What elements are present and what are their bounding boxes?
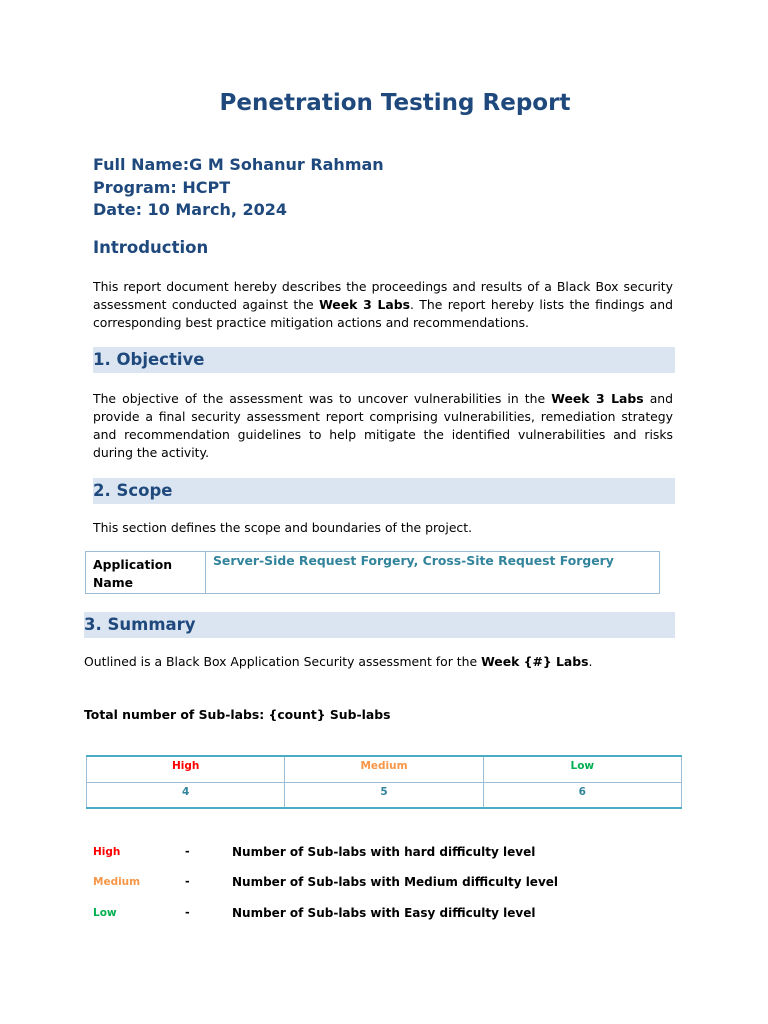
severity-table bbox=[86, 755, 682, 809]
report-title: Penetration Testing Report bbox=[219, 90, 571, 116]
application-name-label: Application Name bbox=[86, 552, 206, 594]
severity-header-row bbox=[87, 756, 682, 782]
objective-heading: 1. Objective bbox=[93, 347, 675, 373]
legend-level: Low bbox=[93, 907, 117, 919]
legend-dash: - bbox=[185, 906, 190, 919]
legend-desc: Number of Sub-labs with hard difficulty level bbox=[232, 845, 536, 859]
legend-dash: - bbox=[185, 845, 190, 858]
legend-dash: - bbox=[185, 875, 190, 888]
full-name: Full Name:G M Sohanur Rahman bbox=[93, 155, 384, 174]
report-meta bbox=[93, 154, 384, 222]
date: Date: 10 March, 2024 bbox=[93, 200, 288, 219]
application-name-value: Server-Side Request Forgery, Cross-Site Request Forgery bbox=[206, 552, 660, 594]
summary-paragraph bbox=[84, 653, 684, 671]
scope-paragraph: This section defines the scope and boundaries of the project. bbox=[93, 520, 473, 535]
total-sublabs: Total number of Sub-labs: {count} Sub-labs bbox=[84, 707, 391, 722]
summary-heading: 3. Summary bbox=[84, 612, 675, 638]
objective-text-1: The objective of the assessment was to uncover vulnerabilities in the bbox=[93, 391, 552, 406]
intro-text-2: . The report hereby lists the findings and corresponding best practice mitigation actions and recommendations. bbox=[93, 297, 673, 330]
scope-heading: 2. Scope bbox=[93, 478, 675, 504]
summary-text-2: . bbox=[588, 654, 593, 669]
summary-text-1: Outlined is a Black Box Application Security assessment for the bbox=[84, 654, 482, 669]
intro-bold-labs: Week 3 Labs bbox=[319, 297, 410, 312]
scope-table-row bbox=[86, 552, 660, 594]
severity-high-header: High bbox=[87, 756, 285, 782]
legend-level: High bbox=[93, 846, 121, 858]
severity-low-count: 6 bbox=[483, 782, 681, 808]
objective-paragraph bbox=[93, 390, 673, 462]
introduction-heading: Introduction bbox=[93, 238, 209, 257]
severity-medium-header: Medium bbox=[285, 756, 483, 782]
intro-text-1: This report document hereby describes the proceedings and results of a Black Box security assessment conducted against the bbox=[93, 279, 673, 312]
legend-desc: Number of Sub-labs with Easy difficulty level bbox=[232, 906, 536, 920]
severity-low-header: Low bbox=[483, 756, 681, 782]
legend-level: Medium bbox=[93, 876, 141, 888]
severity-value-row bbox=[87, 782, 682, 808]
severity-high-count: 4 bbox=[87, 782, 285, 808]
introduction-paragraph bbox=[93, 278, 673, 332]
summary-bold-labs: Week {#} Labs bbox=[481, 654, 589, 669]
objective-text-2: and provide a final security assessment report comprising vulnerabilities, remediation strategy and recommendation guidelines to help mitigate the identified vulnerabilities and risks during the activity. bbox=[93, 391, 674, 460]
program: Program: HCPT bbox=[93, 177, 231, 197]
legend-desc: Number of Sub-labs with Medium difficulty level bbox=[232, 875, 559, 889]
objective-bold-labs: Week 3 Labs bbox=[551, 391, 644, 406]
severity-medium-count: 5 bbox=[285, 782, 483, 808]
scope-table bbox=[85, 551, 660, 594]
